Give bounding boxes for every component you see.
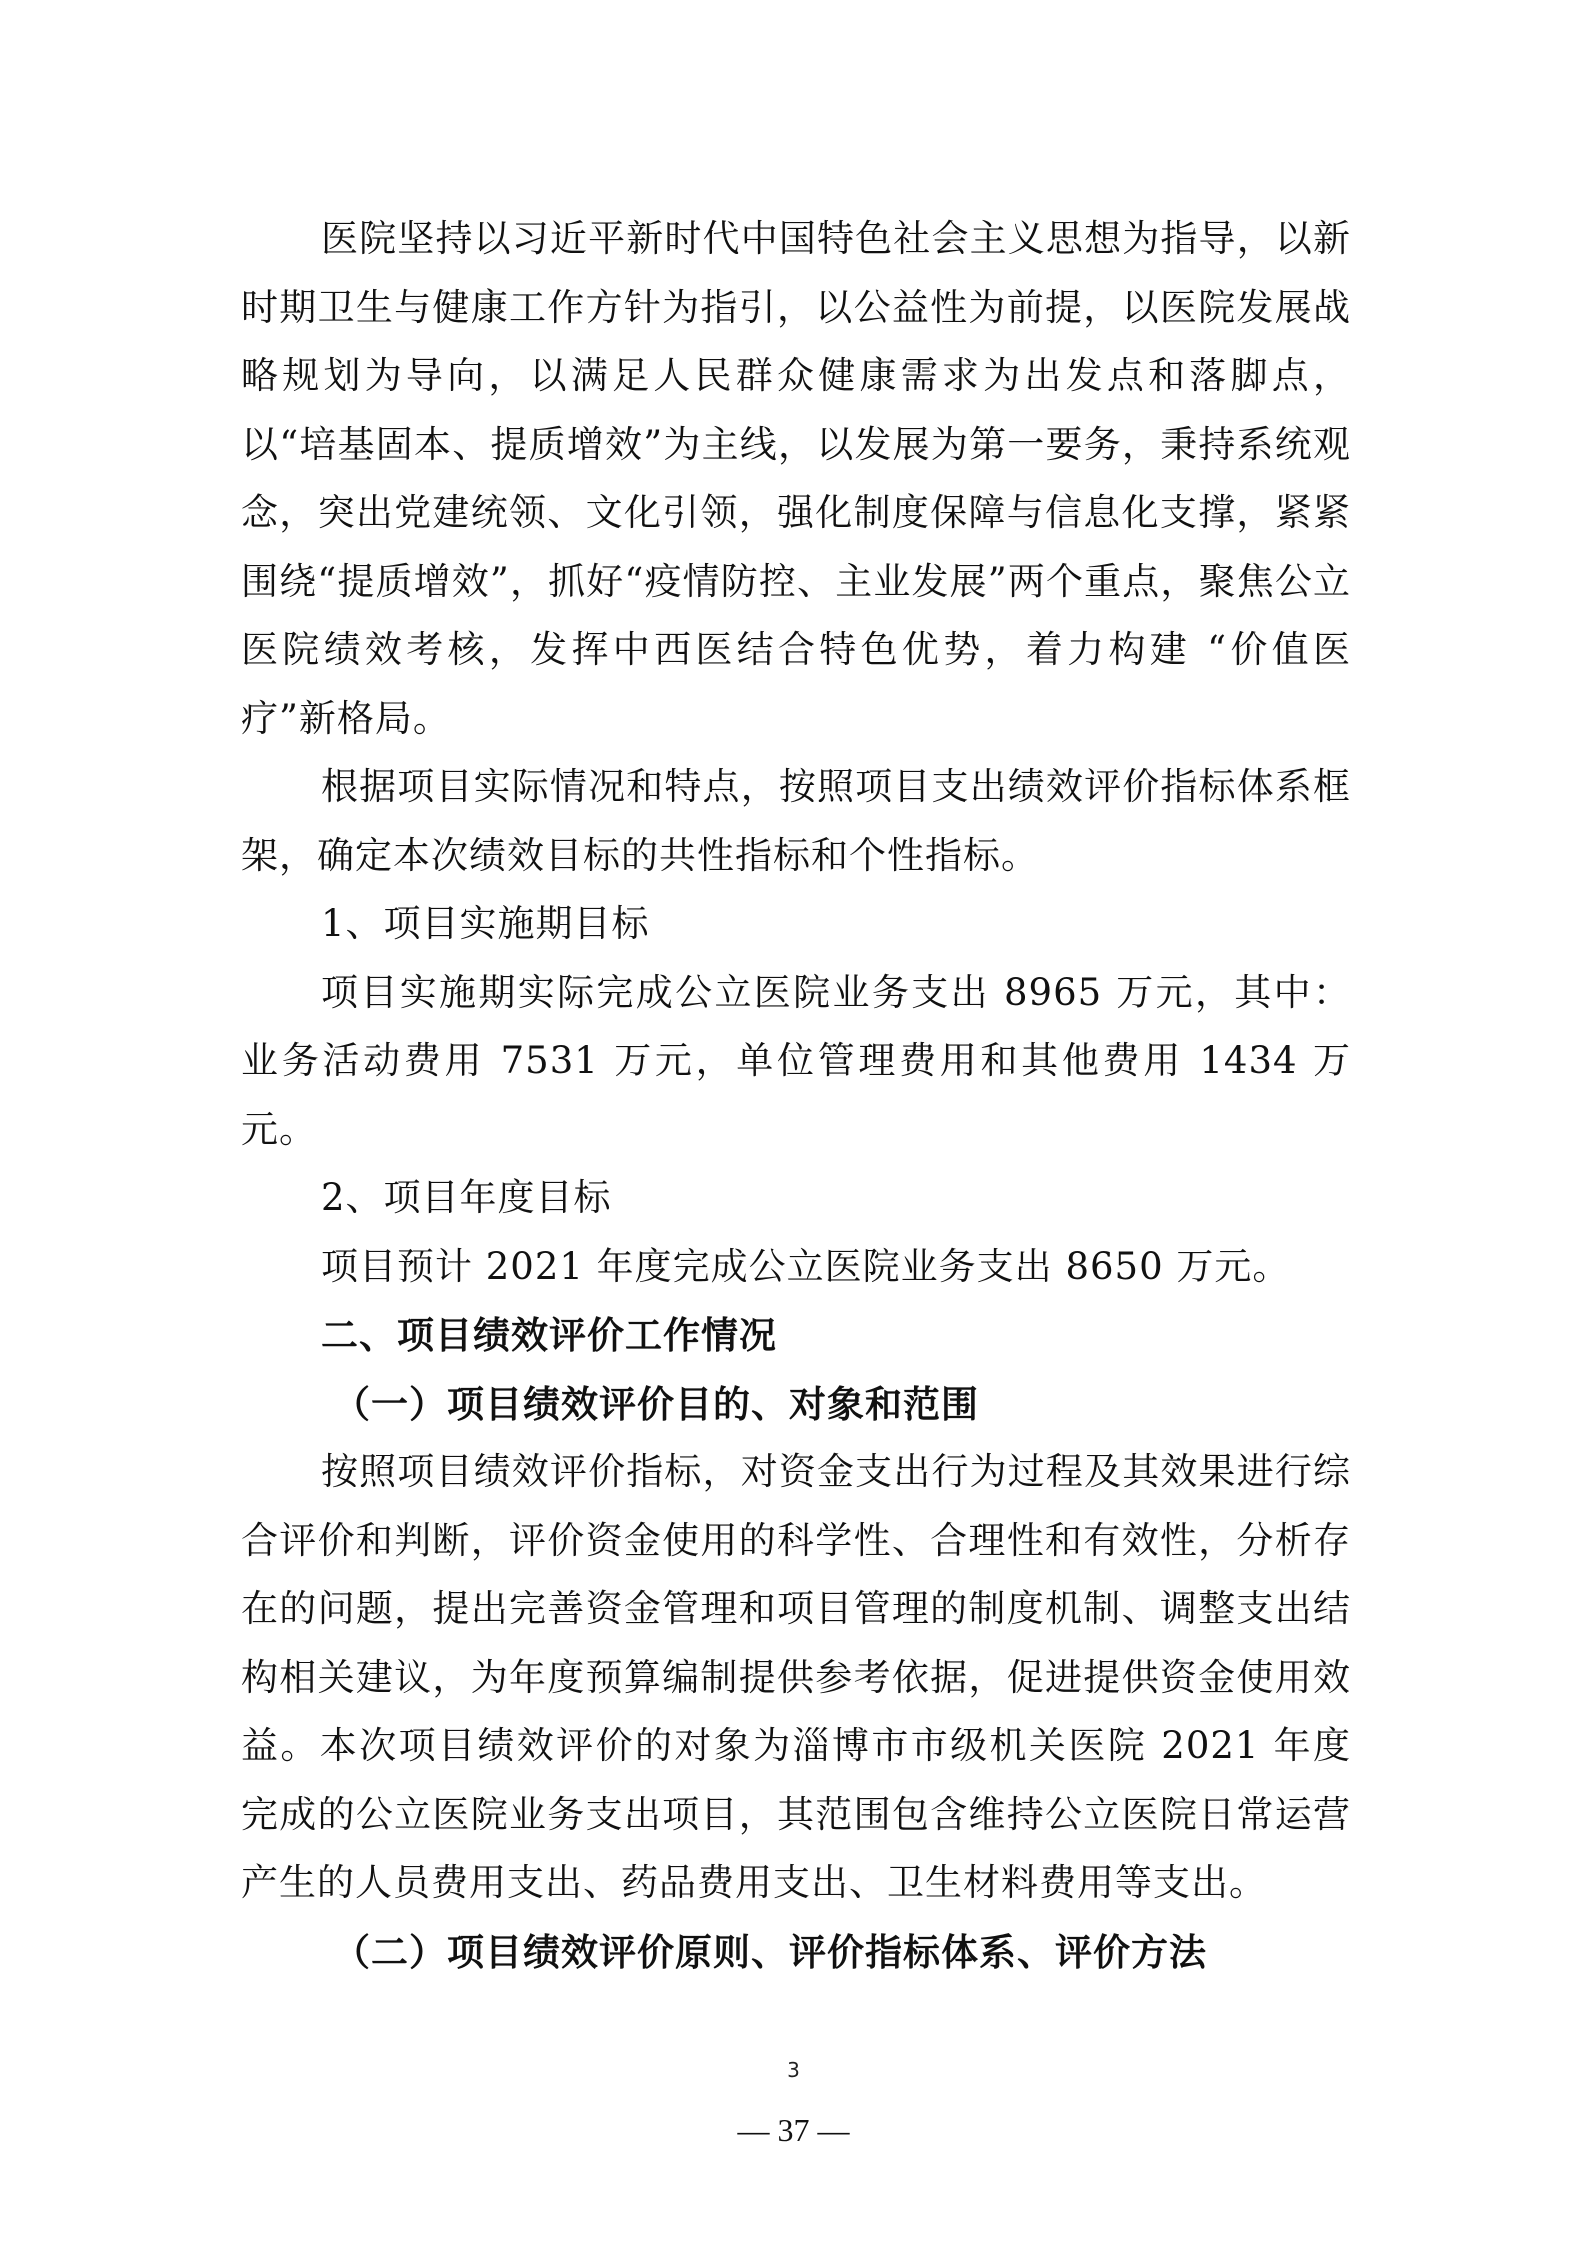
paragraph-evaluation-purpose: 按照项目绩效评价指标，对资金支出行为过程及其效果进行综合评价和判断，评价资金使用的科学性、合理性和有效性，分析存在的问题，提出完善资金管理和项目管理的制度机制、调整支出结构相关建议，为年度预算编制提供参考依据，促进提供资金使用效益。本次项目绩效评价的对象为淄博市市级机关医院 2021 年度完成的公立医院业务支出项目，其范围包含维持公立医院日常运营产生的人员费用支出、药品费用支出、卫生材料费用等支出。 bbox=[241, 1450, 1351, 1904]
page-number: — 37 — bbox=[737, 2112, 850, 2148]
subheading-implementation-goal: 1、项目实施期目标 bbox=[321, 902, 650, 945]
section-heading-evaluation-work: 二、项目绩效评价工作情况 bbox=[321, 1313, 777, 1357]
subheading-annual-goal: 2、项目年度目标 bbox=[321, 1176, 612, 1219]
section-heading-principles-methods: （二）项目绩效评价原则、评价指标体系、评价方法 bbox=[333, 1929, 1207, 1974]
document-body bbox=[241, 205, 1351, 1986]
paragraph-indicator-framework: 根据项目实际情况和特点，按照项目支出绩效评价指标体系框架，确定本次绩效目标的共性指标和个性指标。 bbox=[241, 765, 1351, 877]
small-page-number: 3 bbox=[787, 2058, 800, 2082]
paragraph-implementation-spending: 项目实施期实际完成公立医院业务支出 8965 万元，其中：业务活动费用 7531 万元，单位管理费用和其他费用 1434 万元。 bbox=[241, 970, 1351, 1151]
section-heading-purpose-scope: （一）项目绩效评价目的、对象和范围 bbox=[333, 1381, 979, 1426]
paragraph-hospital-guideline: 医院坚持以习近平新时代中国特色社会主义思想为指导，以新时期卫生与健康工作方针为指引，以公益性为前提，以医院发展战略规划为导向，以满足人民群众健康需求为出发点和落脚点，以“培基固本、提质增效”为主线，以发展为第一要务，秉持系统观念，突出党建统领、文化引领，强化制度保障与信息化支撑，紧紧围绕“提质增效”，抓好“疫情防控、主业发展”两个重点，聚焦公立医院绩效考核，发挥中西医结合特色优势，着力构建 “价值医疗”新格局。 bbox=[241, 217, 1351, 740]
paragraph-annual-spending: 项目预计 2021 年度完成公立医院业务支出 8650 万元。 bbox=[321, 1244, 1291, 1288]
